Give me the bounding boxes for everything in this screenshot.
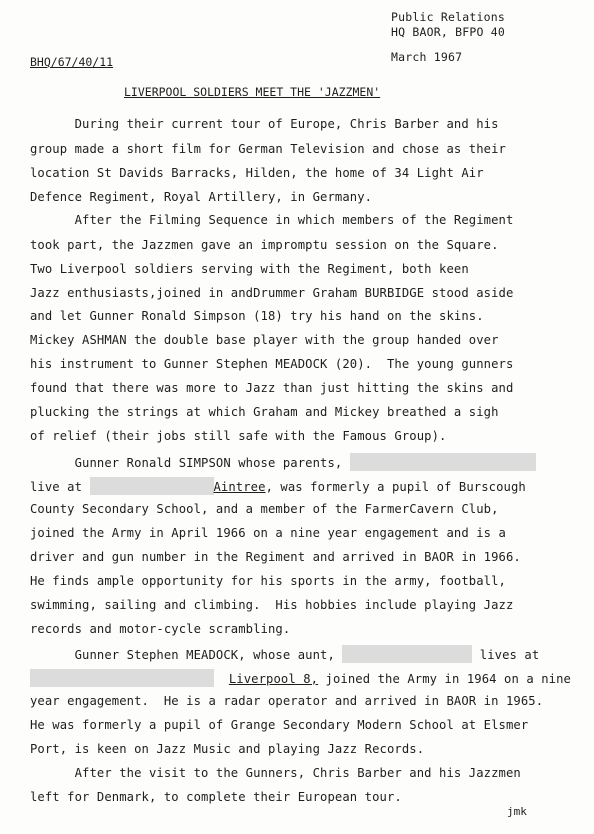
header-address: HQ BAOR, BFPO 40 — [391, 25, 505, 39]
body-text: Gunner Stephen MEADOCK, whose aunt, — [30, 648, 343, 662]
body-line: left for Denmark, to complete their European tour. — [30, 790, 402, 804]
body-line: and let Gunner Ronald Simpson (18) try his hand on the skins. — [30, 309, 484, 323]
body-line: driver and gun number in the Regiment and arrived in BAOR in 1966. — [30, 550, 521, 564]
body-line — [30, 453, 536, 471]
body-line: joined the Army in April 1966 on a nine year engagement and is a — [30, 526, 506, 540]
body-line: found that there was more to Jazz than just hitting the skins and — [30, 381, 514, 395]
body-text: live at — [30, 480, 90, 494]
body-line: Two Liverpool soldiers serving with the Regiment, both keen — [30, 262, 469, 276]
body-line: He was formerly a pupil of Grange Secondary Modern School at Elsmer — [30, 718, 529, 732]
body-line: County Secondary School, and a member of the FarmerCavern Club, — [30, 502, 499, 516]
body-line: took part, the Jazzmen gave an impromptu session on the Square. — [30, 238, 499, 252]
signature-initials: jmk — [507, 805, 527, 818]
reference-number: BHQ/67/40/11 — [30, 55, 114, 69]
document-title: LIVERPOOL SOLDIERS MEET THE 'JAZZMEN' — [124, 85, 381, 99]
body-line — [30, 477, 526, 495]
body-line — [30, 645, 539, 663]
redaction-box — [342, 645, 472, 663]
body-text: joined the Army in 1964 on a nine — [318, 672, 571, 686]
body-line: his instrument to Gunner Stephen MEADOCK (20). The young gunners — [30, 357, 514, 371]
body-line: records and motor-cycle scrambling. — [30, 622, 291, 636]
body-line: After the visit to the Gunners, Chris Barber and his Jazzmen — [30, 766, 521, 780]
body-line: Defence Regiment, Royal Artillery, in Germany. — [30, 190, 373, 204]
body-line: He finds ample opportunity for his sports in the army, football, — [30, 574, 506, 588]
body-line: swimming, sailing and climbing. His hobbies include playing Jazz — [30, 598, 514, 612]
body-text: Gunner Ronald SIMPSON whose parents, — [30, 456, 350, 470]
header-department: Public Relations — [391, 10, 505, 24]
redaction-box — [90, 477, 214, 495]
place-name: Aintree — [213, 480, 266, 494]
place-name: Liverpool 8, — [228, 672, 319, 686]
body-line: Mickey ASHMAN the double base player with the group handed over — [30, 333, 499, 347]
header-date: March 1967 — [391, 50, 463, 64]
body-text: lives at — [472, 648, 540, 662]
body-line: Port, is keen on Jazz Music and playing Jazz Records. — [30, 742, 425, 756]
body-text: , was formerly a pupil of Burscough — [265, 480, 526, 494]
body-line: Jazz enthusiasts,joined in andDrummer Graham BURBIDGE stood aside — [30, 286, 514, 300]
body-line — [30, 669, 571, 687]
body-line: group made a short film for German Television and chose as their — [30, 142, 506, 156]
body-line: of relief (their jobs still safe with the Famous Group). — [30, 429, 447, 443]
body-line: plucking the strings at which Graham and Mickey breathed a sigh — [30, 405, 499, 419]
body-line: location St Davids Barracks, Hilden, the home of 34 Light Air — [30, 166, 484, 180]
redaction-box — [30, 669, 214, 687]
redaction-box — [350, 453, 536, 471]
body-line: After the Filming Sequence in which members of the Regiment — [30, 213, 514, 227]
body-line: year engagement. He is a radar operator and arrived in BAOR in 1965. — [30, 694, 544, 708]
body-line: During their current tour of Europe, Chris Barber and his — [30, 117, 499, 131]
